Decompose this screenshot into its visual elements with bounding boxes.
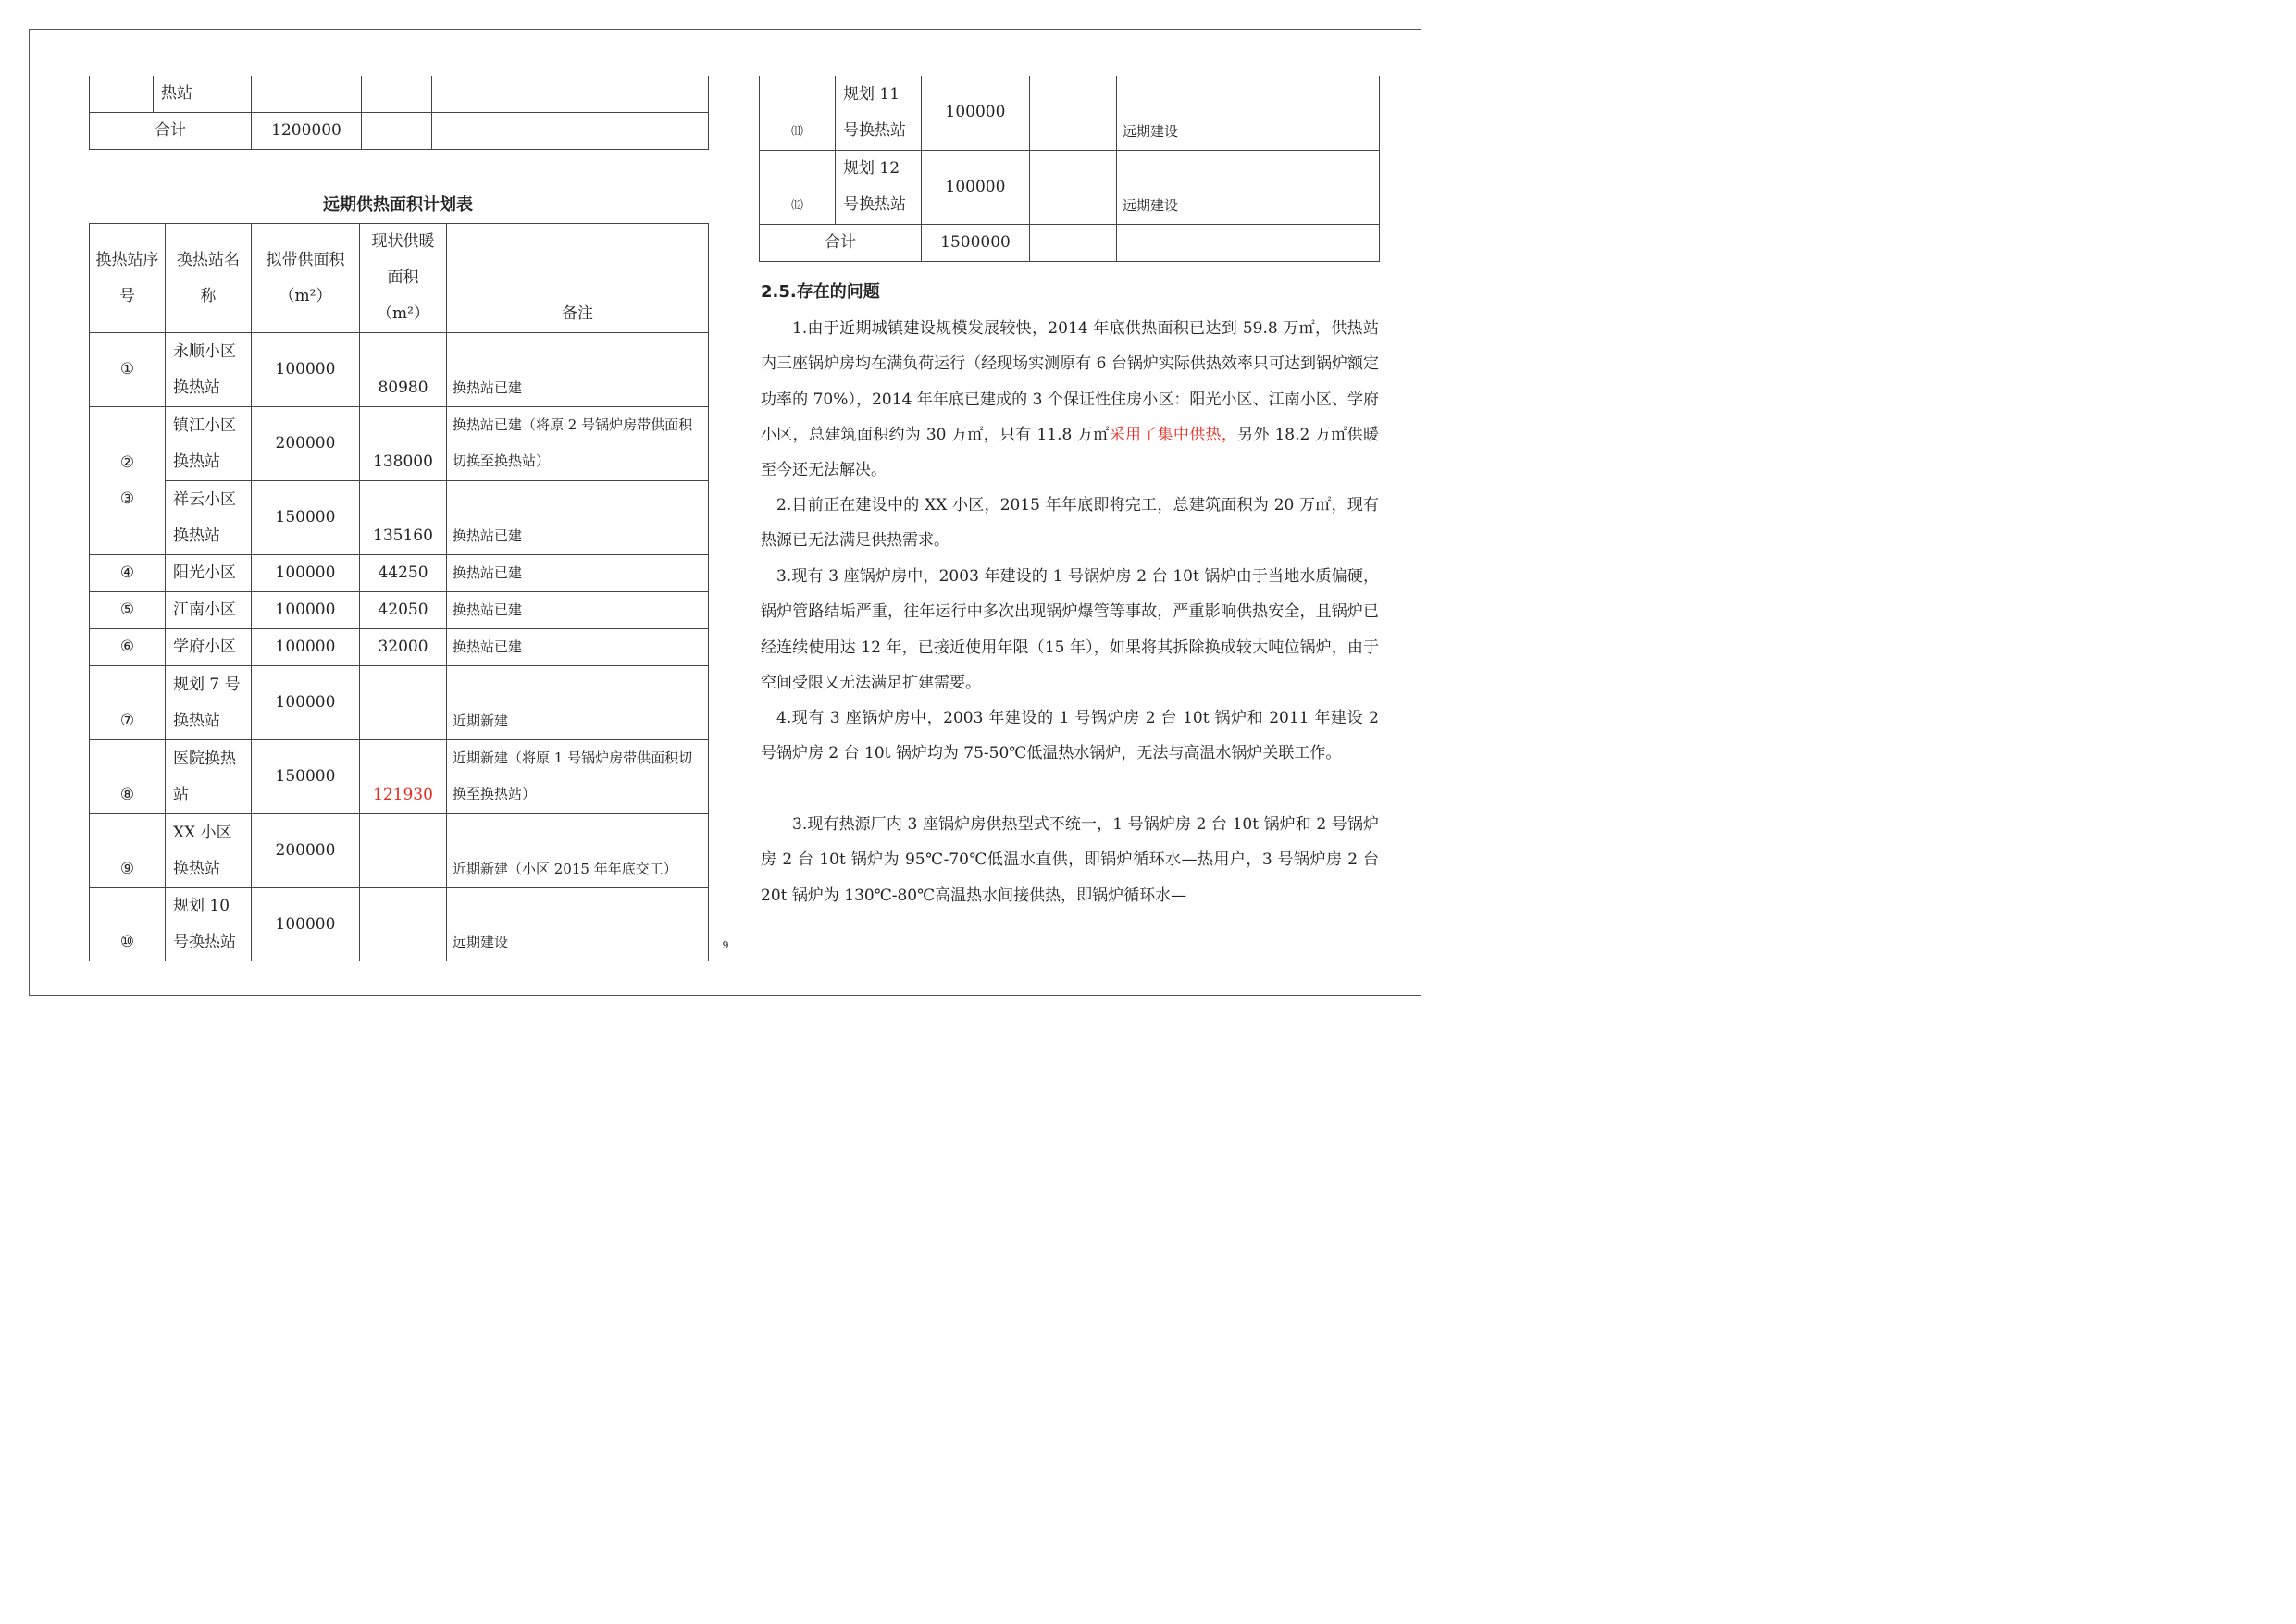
current-cell: 32000 (360, 629, 447, 666)
table-row (90, 592, 709, 629)
current-cell (1030, 76, 1117, 150)
table-cell (1117, 224, 1380, 261)
current-cell: 135160 (360, 481, 447, 555)
top-left-table (89, 76, 709, 150)
note-cell: 换热站已建 (447, 481, 709, 555)
name-cell: 规划 11 号换热站 (836, 76, 922, 150)
area-cell: 100000 (252, 555, 360, 592)
note-cell: 近期新建（小区 2015 年年底交工） (447, 814, 709, 888)
right-table (759, 76, 1380, 262)
station-name-cell: 热站 (154, 76, 252, 113)
table-cell (362, 76, 432, 113)
current-cell: 80980 (360, 333, 447, 407)
paragraph-2: 2.目前正在建设中的 XX 小区，2015 年年底即将完工，总建筑面积为 20 万㎡，现有热源已无法满足供热需求。 (761, 496, 1379, 551)
note-cell: 换热站已建 (447, 555, 709, 592)
seq-cell: ⑾ (760, 76, 836, 150)
area-cell: 100000 (252, 333, 360, 407)
area-cell: 100000 (252, 666, 360, 740)
total-row (90, 113, 709, 150)
table-cell (432, 113, 709, 150)
seq-cell: ⑥ (90, 629, 166, 666)
name-cell: 江南小区 (166, 592, 252, 629)
name-cell: 医院换热站 (166, 740, 252, 814)
header-seq: 换热站序号 (90, 224, 166, 333)
paragraph-3: 3.现有 3 座锅炉房中，2003 年建设的 1 号锅炉房 2 台 10t 锅炉由于当地水质偏硬，锅炉管路结垢严重，往年运行中多次出现锅炉爆管等事故，严重影响供热安全，且锅炉已经连续使用达 12 年，已接近使用年限（15 年），如果将其拆除换成较大吨位锅炉，由于空间受限又无法满足扩建需要。 (761, 567, 1379, 692)
seq-cell: ② (90, 407, 166, 481)
area-cell: 100000 (252, 629, 360, 666)
table-cell (1030, 224, 1117, 261)
name-cell: 祥云小区换热站 (166, 481, 252, 555)
current-cell (1030, 150, 1117, 224)
name-cell: 永顺小区换热站 (166, 333, 252, 407)
name-cell: 规划 7 号换热站 (166, 666, 252, 740)
paragraph-1-text: 1.由于近期城镇建设规模发展较快，2014 年底供热面积已达到 59.8 万㎡，供热站内三座锅炉房均在满负荷运行（经现场实测原有 6 台锅炉实际供热效率只可达到锅炉额定功率的 70%），2014 年年底已建成的 3 个保证性住房小区：阳光小区、江南小区、学府小区，总建筑面积约为 30 万㎡，只有 11.8 万㎡ (761, 319, 1379, 444)
header-note: 备注 (447, 224, 709, 333)
seq-cell: ⑿ (760, 150, 836, 224)
note-cell: 换热站已建 (447, 333, 709, 407)
area-cell: 200000 (252, 407, 360, 481)
total-row (760, 224, 1380, 261)
heating-plan-table (89, 223, 709, 961)
name-cell: 学府小区 (166, 629, 252, 666)
seq-cell: ⑤ (90, 592, 166, 629)
total-value: 1500000 (922, 224, 1030, 261)
table-cell (362, 113, 432, 150)
table-row (90, 740, 709, 814)
area-cell: 100000 (252, 888, 360, 961)
current-cell: 121930 (360, 740, 447, 814)
paragraph-1-tail: 另外 18.2 万㎡供暖至今还无法解决。 (761, 425, 1379, 480)
table-cell (90, 76, 154, 113)
paragraph-5: 3.现有热源厂内 3 座锅炉房供热型式不统一，1 号锅炉房 2 台 10t 锅炉和 2 号锅炉房 2 台 10t 锅炉为 95℃-70℃低温水直供，即锅炉循环水—热用户，3 号锅炉房 2 台 20t 锅炉为 130℃-80℃高温热水间接供热，即锅炉循环水— (761, 815, 1379, 905)
header-row (90, 224, 709, 333)
table-row (90, 407, 709, 481)
area-cell: 200000 (252, 814, 360, 888)
current-cell: 44250 (360, 555, 447, 592)
note-cell: 近期新建（将原 1 号锅炉房带供面积切换至换热站） (447, 740, 709, 814)
seq-cell: ③ (90, 481, 166, 555)
page-number: 9 (722, 939, 729, 951)
name-cell: 镇江小区换热站 (166, 407, 252, 481)
seq-cell: ⑨ (90, 814, 166, 888)
table-row (90, 814, 709, 888)
current-cell (360, 814, 447, 888)
table-row (90, 76, 709, 113)
paragraph-4: 4.现有 3 座锅炉房中，2003 年建设的 1 号锅炉房 2 台 10t 锅炉和 2011 年建设 2 号锅炉房 2 台 10t 锅炉均为 75-50℃低温热水锅炉，无法与高温水锅炉关联工作。 (761, 709, 1379, 763)
note-cell: 换热站已建 (447, 629, 709, 666)
table-cell (432, 76, 709, 113)
seq-cell: ④ (90, 555, 166, 592)
total-label: 合计 (760, 224, 922, 261)
seq-cell: ⑩ (90, 888, 166, 961)
current-cell (360, 666, 447, 740)
seq-cell: ⑦ (90, 666, 166, 740)
name-cell: 规划 12 号换热站 (836, 150, 922, 224)
note-cell: 近期新建 (447, 666, 709, 740)
note-cell: 远期建设 (1117, 76, 1380, 150)
table-row (760, 150, 1380, 224)
highlight-text: 采用了集中供热， (1109, 425, 1238, 444)
area-cell: 100000 (922, 150, 1030, 224)
total-value: 1200000 (252, 113, 362, 150)
seq-cell: ⑧ (90, 740, 166, 814)
name-cell: XX 小区换热站 (166, 814, 252, 888)
note-cell: 远期建设 (1117, 150, 1380, 224)
area-cell: 100000 (922, 76, 1030, 150)
table-title: 远期供热面积计划表 (323, 195, 473, 215)
note-cell: 换热站已建 (447, 592, 709, 629)
total-label: 合计 (90, 113, 252, 150)
note-cell: 远期建设 (447, 888, 709, 961)
table-row (90, 333, 709, 407)
table-row (90, 555, 709, 592)
seq-cell: ① (90, 333, 166, 407)
table-row (90, 481, 709, 555)
header-area: 拟带供面积（m²） (252, 224, 360, 333)
table-row (90, 629, 709, 666)
header-name: 换热站名称 (166, 224, 252, 333)
name-cell: 规划 10 号换热站 (166, 888, 252, 961)
area-cell: 100000 (252, 592, 360, 629)
area-cell: 150000 (252, 481, 360, 555)
current-cell: 138000 (360, 407, 447, 481)
area-cell: 150000 (252, 740, 360, 814)
current-cell: 42050 (360, 592, 447, 629)
note-cell: 换热站已建（将原 2 号锅炉房带供面积切换至换热站） (447, 407, 709, 481)
paragraph-1 (761, 311, 1379, 488)
header-current: 现状供暖面积（m²） (360, 224, 447, 333)
table-row (760, 76, 1380, 150)
section-title: 2.5.存在的问题 (761, 282, 880, 302)
table-cell (252, 76, 362, 113)
name-cell: 阳光小区 (166, 555, 252, 592)
table-row (90, 666, 709, 740)
